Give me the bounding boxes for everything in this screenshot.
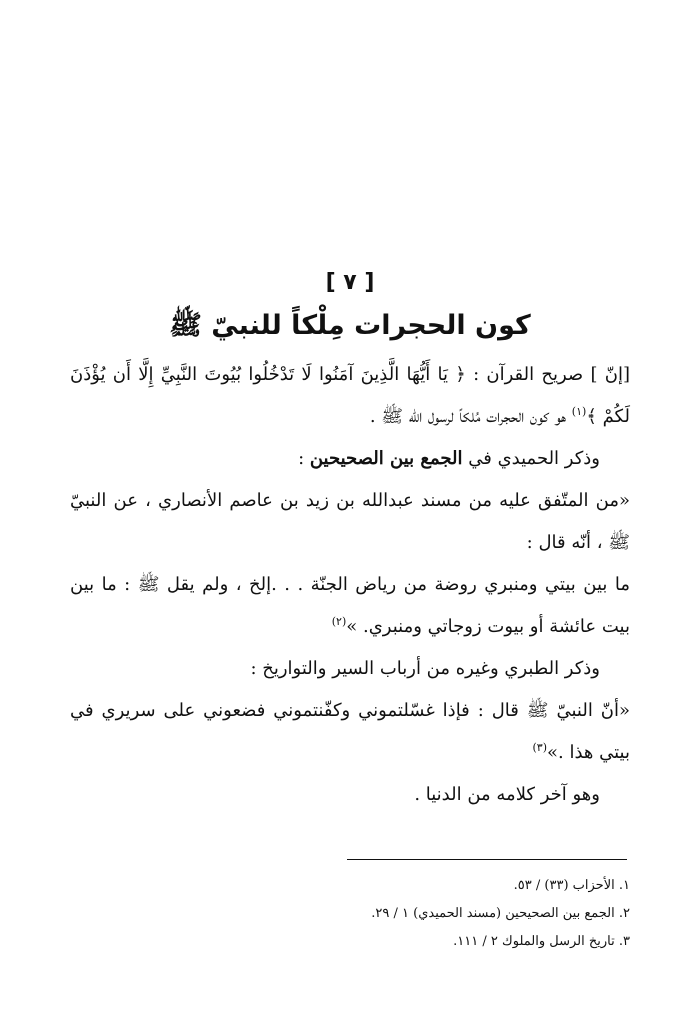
paragraph-tabari: وذكر الطبري وغيره من أرباب السير والتواريخ :	[250, 658, 600, 679]
book-title: الجمع بين الصحيحين	[309, 448, 463, 469]
paragraph-hadith-intro: «من المتّفق عليه من مسند عبدالله بن زيد بن عاصم الأنصاري ، عن النبيّ ﷺ ، أنّه قال :	[70, 490, 630, 553]
paragraph-tabari-quote	[70, 690, 630, 774]
paragraph-hadith-text	[70, 564, 630, 648]
footnote-item: ٢. الجمع بين الصحيحين (مسند الحميدي) ١ / ٢٩.	[371, 906, 630, 921]
paragraph-humaydi	[70, 438, 630, 480]
paragraph-text: [إنّ ] صريح القرآن : ﴿ يَا أَيُّهَا الَّذِينَ آمَنُوا لَا تَدْخُلُوا بُيُوتَ النَّبِيِّ إِلَّا أَن يُؤْذَنَ لَكُمْ ﴾	[70, 364, 630, 427]
chapter-title: كون الحجرات مِلْكاً للنبيّ ﷺ	[169, 310, 531, 341]
footnote-item: ٣. تاريخ الرسل والملوك ٢ / ١١١.	[453, 934, 630, 949]
footnote-marker: (١)	[571, 405, 587, 418]
chapter-number: [ ٧ ]	[325, 270, 375, 295]
paragraph-text: :	[298, 448, 310, 469]
paragraph-last-words: وهو آخر كلامه من الدنيا .	[414, 784, 600, 805]
paragraph-text: وذكر الحميدي في	[462, 448, 600, 469]
footnote-marker: (٣)	[532, 741, 547, 754]
footnote-divider	[347, 859, 627, 860]
paragraph-text: هو كون الحجرات مُلكاً لرسول الله ﷺ .	[369, 406, 572, 427]
footnotes	[70, 872, 630, 956]
footnote-item: ١. الأحزاب (٣٣) / ٥٣.	[513, 878, 630, 893]
paragraph-text: ما بين بيتي ومنبري روضة من رياض الجنّة . . .إلخ ، ولم يقل ﷺ : ما بين بيت عائشة أو بيوت زوجاتي ومنبري. »	[70, 574, 630, 637]
paragraph-quran-verse	[70, 354, 630, 438]
body-text	[70, 354, 630, 816]
footnote-marker: (٢)	[331, 615, 347, 628]
paragraph-text: «أنّ النبيّ ﷺ قال : فإذا غسّلتموني وكفّنتموني فضعوني على سريري في بيتي هذا .»	[70, 700, 630, 763]
